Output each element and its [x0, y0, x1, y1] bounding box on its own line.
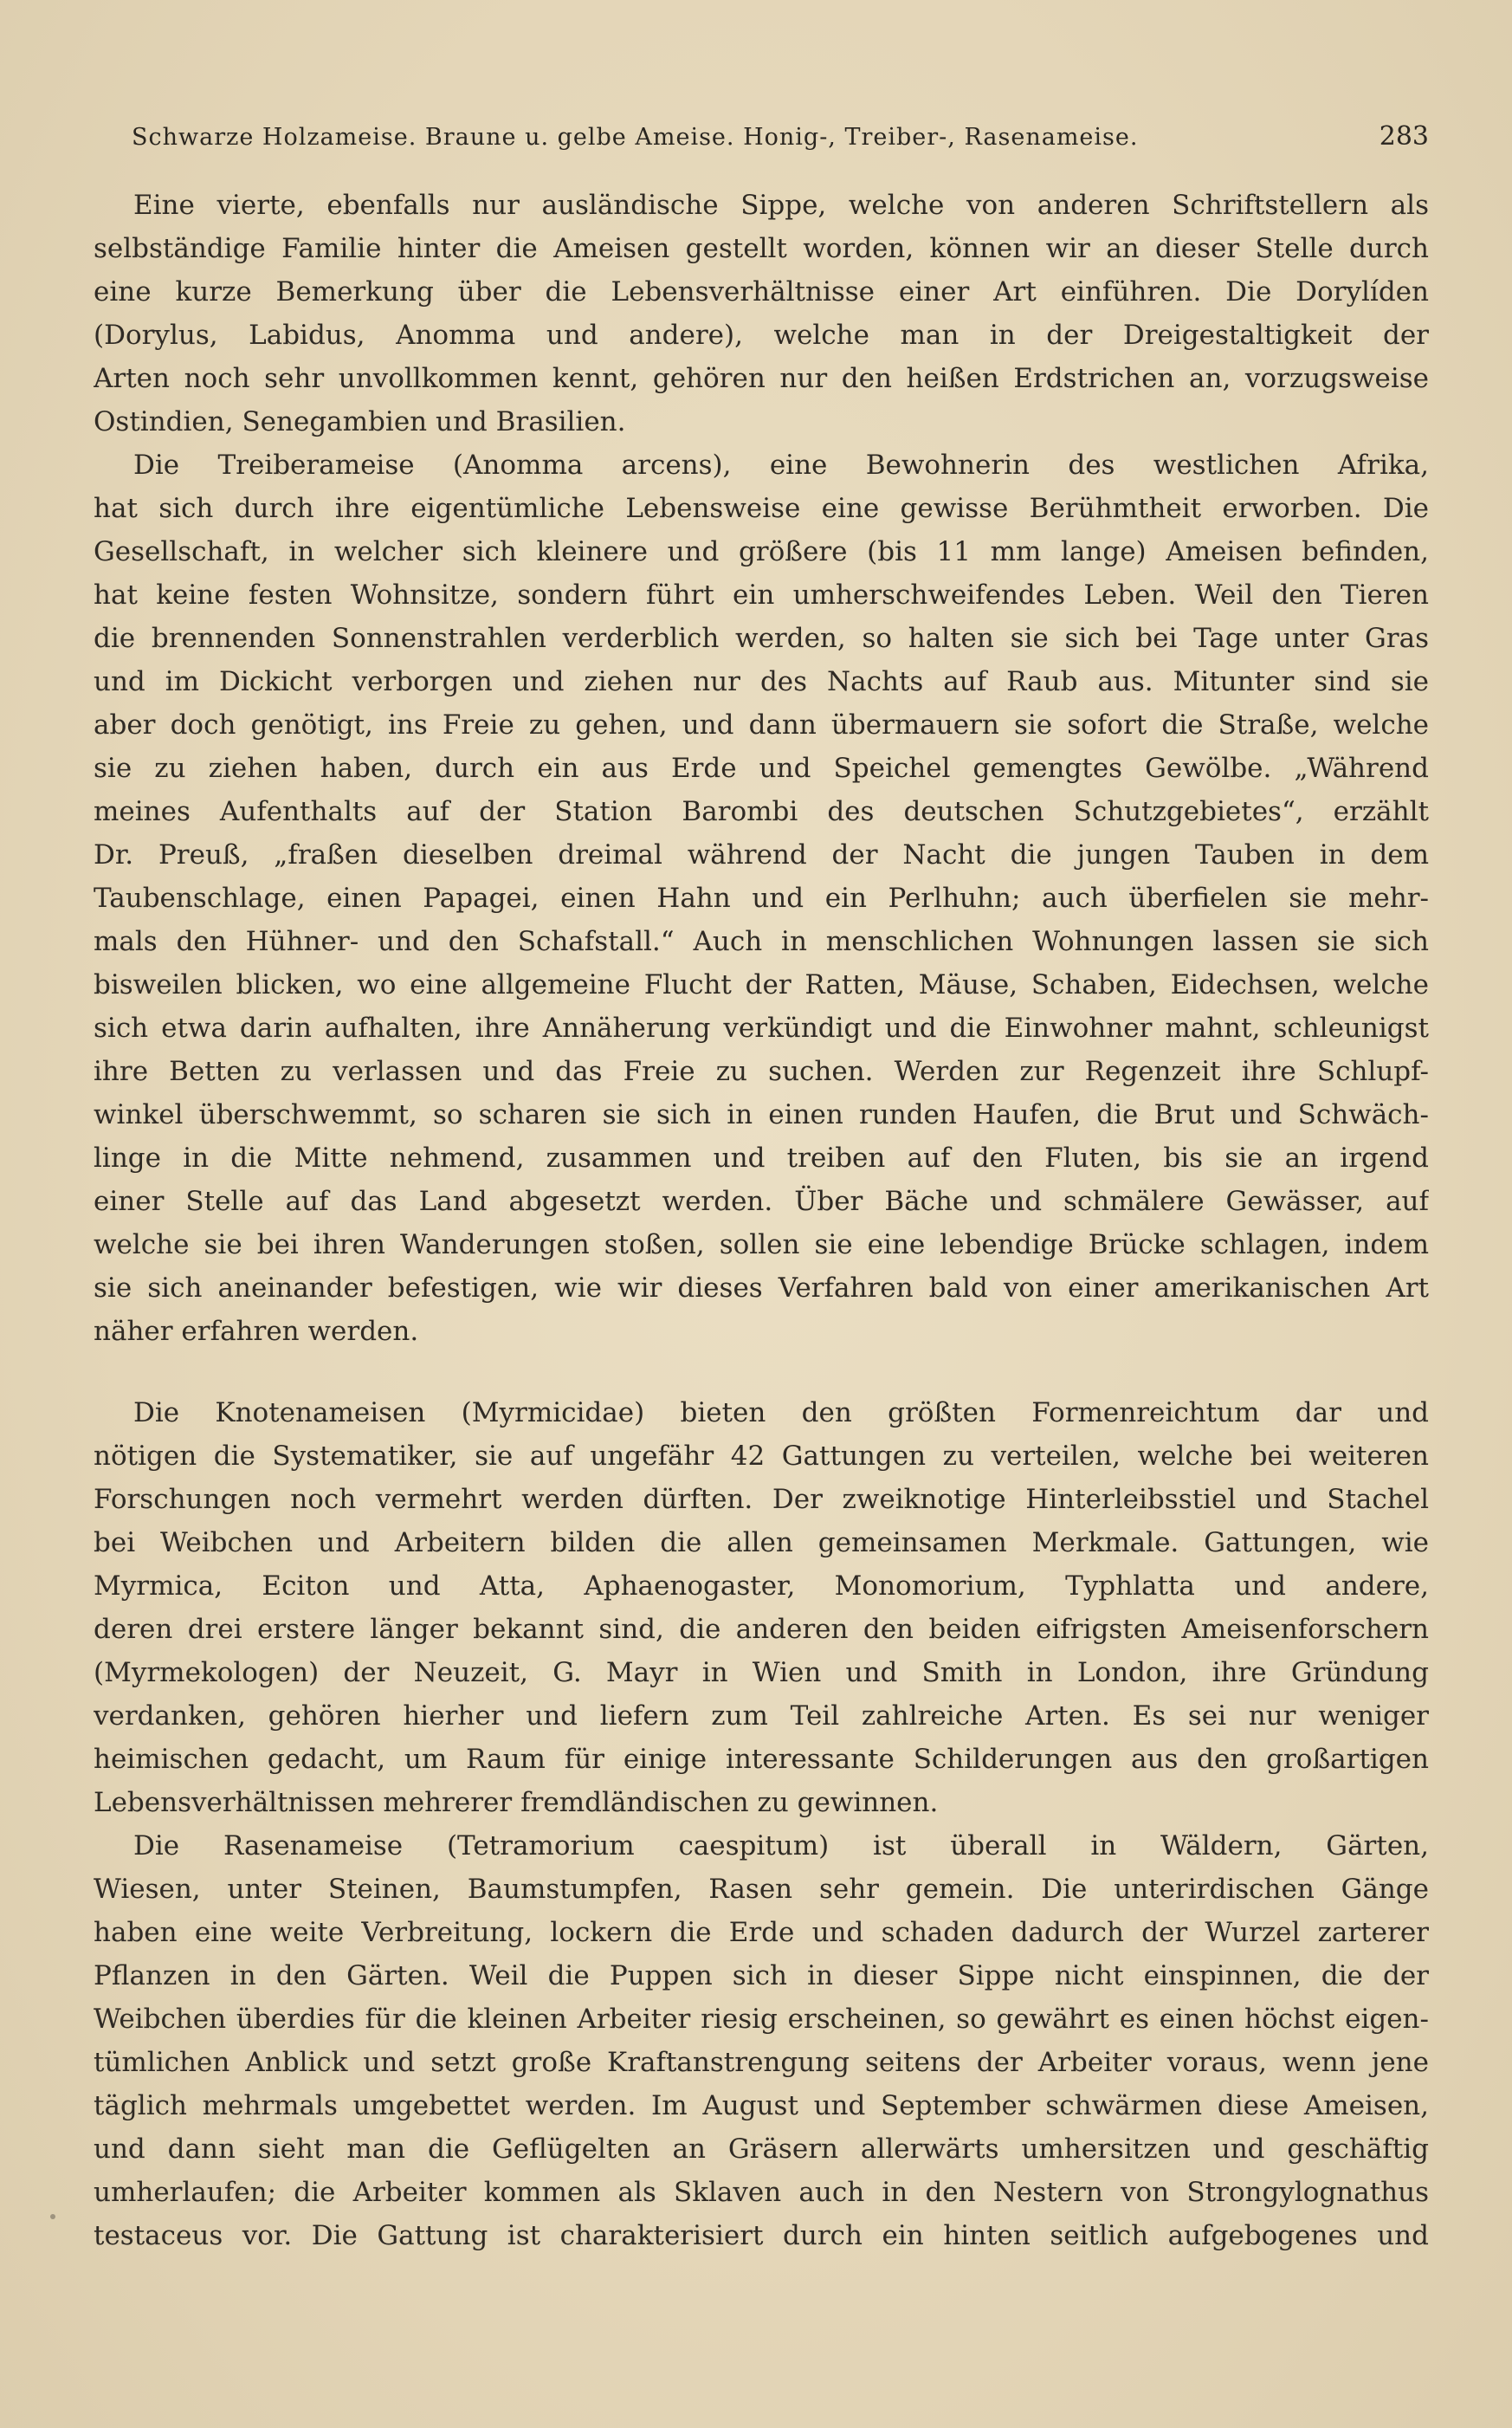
- text-line: deren drei erstere länger bekannt sind, die anderen den beiden eifrigsten Ameisenforschern: [94, 1614, 1429, 1645]
- text-line: Eine vierte, ebenfalls nur ausländische Sippe, welche von anderen Schriftstellern als: [133, 190, 1429, 221]
- text-line: selbständige Familie hinter die Ameisen gestellt worden, können wir an dieser Stelle durch: [94, 233, 1429, 264]
- running-head: [132, 121, 1429, 152]
- text-line: haben eine weite Verbreitung, lockern die Erde und schaden dadurch der Wurzel zarterer: [94, 1917, 1429, 1948]
- text-line: Pflanzen in den Gärten. Weil die Puppen sich in dieser Sippe nicht einspinnen, die der: [94, 1960, 1429, 1991]
- text-line: meines Aufenthalts auf der Station Barombi des deutschen Schutzgebietes“, erzählt: [94, 796, 1429, 827]
- text-line: sich etwa darin aufhalten, ihre Annäherung verkündigt und die Einwohner mahnt, schleunigst: [94, 1013, 1429, 1044]
- text-line: Die Rasenameise (Tetramorium caespitum) ist überall in Wäldern, Gärten,: [133, 1830, 1429, 1861]
- text-line: sie sich aneinander befestigen, wie wir dieses Verfahren bald von einer amerikanischen Art: [94, 1272, 1429, 1304]
- text-line: hat keine festen Wohnsitze, sondern führt ein umherschweifendes Leben. Weil den Tieren: [94, 579, 1429, 611]
- paragraph-treiberameise: [94, 444, 1429, 1353]
- text-line: umherlaufen; die Arbeiter kommen als Sklaven auch in den Nestern von Strongylognathus: [94, 2177, 1429, 2208]
- text-line: bei Weibchen und Arbeitern bilden die allen gemeinsamen Merkmale. Gattungen, wie: [94, 1527, 1429, 1558]
- text-line: hat sich durch ihre eigentümliche Lebensweise eine gewisse Berühmtheit erworben. Die: [94, 493, 1429, 524]
- text-line: mals den Hühner- und den Schafstall.“ Auch in menschlichen Wohnungen lassen sie sich: [94, 926, 1429, 957]
- text-line: Wiesen, unter Steinen, Baumstumpfen, Rasen sehr gemein. Die unterirdischen Gänge: [94, 1874, 1429, 1905]
- text-line: (Myrmekologen) der Neuzeit, G. Mayr in Wien und Smith in London, ihre Gründung: [94, 1657, 1429, 1688]
- text-line: bisweilen blicken, wo eine allgemeine Flucht der Ratten, Mäuse, Schaben, Eidechsen, welche: [94, 969, 1429, 1000]
- paragraph-knotenameisen: [94, 1391, 1429, 1824]
- text-line: Lebensverhältnissen mehrerer fremdländischen zu gewinnen.: [94, 1787, 939, 1818]
- section-gap: [94, 1353, 1429, 1391]
- text-line: tümlichen Anblick und setzt große Kraftanstrengung seitens der Arbeiter voraus, wenn jene: [94, 2047, 1429, 2078]
- text-line: ihre Betten zu verlassen und das Freie zu suchen. Werden zur Regenzeit ihre Schlupf-: [94, 1056, 1429, 1087]
- paragraph-dorylids: [94, 184, 1429, 444]
- text-line: verdanken, gehören hierher und liefern zum Teil zahlreiche Arten. Es sei nur weniger: [94, 1700, 1429, 1732]
- text-line: sie zu ziehen haben, durch ein aus Erde und Speichel gemengtes Gewölbe. „Während: [94, 753, 1429, 784]
- text-line: und im Dickicht verborgen und ziehen nur des Nachts auf Raub aus. Mitunter sind sie: [94, 666, 1429, 697]
- text-line: welche sie bei ihren Wanderungen stoßen, sollen sie eine lebendige Brücke schlagen, indem: [94, 1229, 1429, 1260]
- text-line: einer Stelle auf das Land abgesetzt werden. Über Bäche und schmälere Gewässer, auf: [94, 1186, 1429, 1217]
- text-line: Die Knotenameisen (Myrmicidae) bieten den größten Formenreichtum dar und: [133, 1397, 1429, 1428]
- body-text: [94, 184, 1429, 2257]
- text-line: Dr. Preuß, „fraßen dieselben dreimal während der Nacht die jungen Tauben in dem: [94, 839, 1429, 871]
- text-line: nötigen die Systematiker, sie auf ungefähr 42 Gattungen zu verteilen, welche bei weiteren: [94, 1441, 1429, 1472]
- text-line: linge in die Mitte nehmend, zusammen und treiben auf den Fluten, bis sie an irgend: [94, 1143, 1429, 1174]
- text-line: Gesellschaft, in welcher sich kleinere und größere (bis 11 mm lange) Ameisen befinden,: [94, 536, 1429, 567]
- text-line: Ostindien, Senegambien und Brasilien.: [94, 406, 626, 437]
- text-line: täglich mehrmals umgebettet werden. Im August und September schwärmen diese Ameisen,: [94, 2090, 1429, 2121]
- margin-mark: [50, 2214, 55, 2219]
- text-line: winkel überschwemmt, so scharen sie sich in einen runden Haufen, die Brut und Schwäch-: [94, 1099, 1429, 1130]
- text-line: Weibchen überdies für die kleinen Arbeiter riesig erscheinen, so gewährt es einen höchst eigen-: [94, 2004, 1429, 2035]
- text-line: Forschungen noch vermehrt werden dürften. Der zweiknotige Hinterleibsstiel und Stachel: [94, 1484, 1429, 1515]
- text-line: Taubenschlage, einen Papagei, einen Hahn und ein Perlhuhn; auch überfielen sie mehr-: [94, 883, 1429, 914]
- text-line: (Dorylus, Labidus, Anomma und andere), welche man in der Dreigestaltigkeit der: [94, 320, 1429, 351]
- text-line: näher erfahren werden.: [94, 1316, 419, 1347]
- text-line: und dann sieht man die Geflügelten an Gräsern allerwärts umhersitzen und geschäftig: [94, 2133, 1429, 2165]
- page-number: 283: [1379, 121, 1429, 152]
- text-line: eine kurze Bemerkung über die Lebensverhältnisse einer Art einführen. Die Dorylíden: [94, 276, 1429, 308]
- paragraph-rasenameise: [94, 1824, 1429, 2257]
- text-line: Arten noch sehr unvollkommen kennt, gehören nur den heißen Erdstrichen an, vorzugsweise: [94, 363, 1429, 394]
- running-head-title: Schwarze Holzameise. Braune u. gelbe Ameise. Honig-, Treiber-, Rasenameise.: [132, 124, 1139, 151]
- text-line: Myrmica, Eciton und Atta, Aphaenogaster, Monomorium, Typhlatta und andere,: [94, 1570, 1429, 1602]
- text-line: heimischen gedacht, um Raum für einige interessante Schilderungen aus den großartigen: [94, 1744, 1429, 1775]
- text-line: aber doch genötigt, ins Freie zu gehen, und dann übermauern sie sofort die Straße, welche: [94, 709, 1429, 741]
- text-line: Die Treiberameise (Anomma arcens), eine Bewohnerin des westlichen Afrika,: [133, 450, 1429, 481]
- text-line: testaceus vor. Die Gattung ist charakterisiert durch ein hinten seitlich aufgebogenes und: [94, 2220, 1429, 2251]
- text-line: die brennenden Sonnenstrahlen verderblich werden, so halten sie sich bei Tage unter Gras: [94, 623, 1429, 654]
